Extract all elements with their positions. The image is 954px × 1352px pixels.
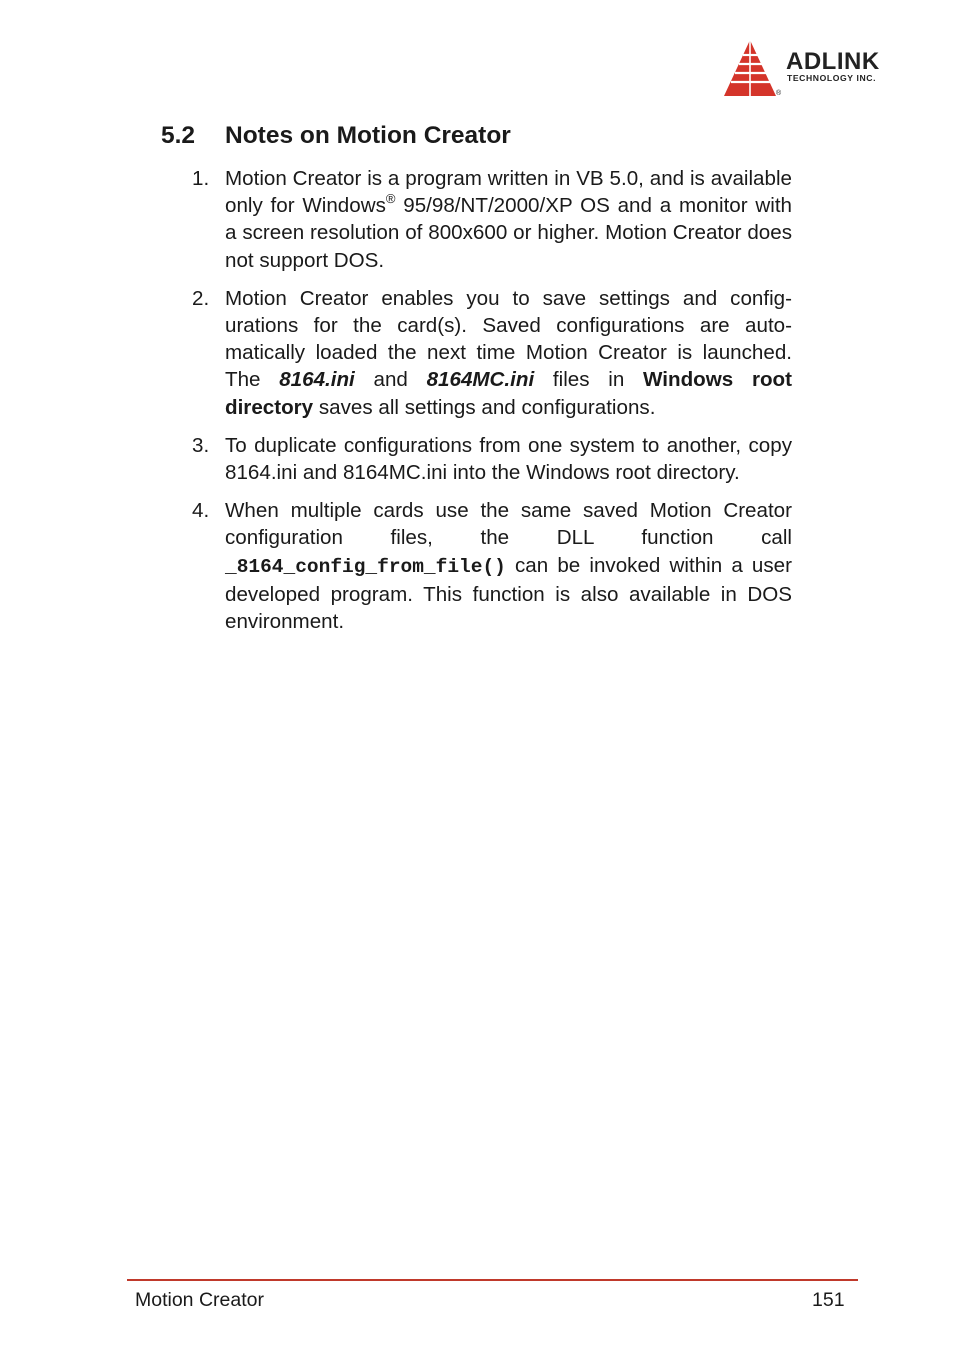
section-title: Notes on Motion Creator [225, 122, 511, 149]
item-text: saves all settings and configurations. [313, 395, 656, 419]
item-number: 3. [192, 433, 210, 457]
logo-tagline: TECHNOLOGY INC. [787, 73, 877, 83]
registered-mark: ® [385, 191, 396, 207]
filename-8164mc-ini: 8164MC.ini [426, 368, 535, 392]
adlink-logo [722, 38, 914, 100]
item-text: Motion Creator enables you to save settings and configurations for the card(s). Saved configurations are automatically loaded the next time Motion Creator is launched. The [225, 286, 792, 392]
list-item [192, 497, 792, 635]
list-item [192, 432, 792, 486]
adlink-triangle-icon [722, 38, 782, 100]
filename-8164-ini: 8164.ini [279, 368, 355, 392]
list-item [192, 285, 792, 421]
item-text: files in [534, 368, 644, 392]
item-number: 4. [192, 499, 210, 523]
section-number: 5.2 [161, 122, 196, 149]
function-name-code: _8164_config_from_file() [225, 555, 506, 578]
logo-registered-mark: ® [776, 90, 782, 97]
section-heading [161, 122, 511, 150]
item-number: 2. [192, 286, 210, 310]
windows-root-directory: Windows root directory [225, 368, 792, 419]
footer-chapter: Motion Creator [135, 1289, 264, 1311]
item-text: When multiple cards use the same saved Motion Creator configuration files, the DLL function call [225, 499, 792, 550]
item-number: 1. [192, 167, 210, 190]
item-text: Motion Creator is a program written in VB 5.0, and is available only for Windows [225, 167, 792, 218]
notes-list [192, 165, 792, 646]
logo-name: ADLINK [786, 48, 880, 75]
item-text: can be invoked within a user developed program. This function is also available in DOS environment. [225, 553, 792, 634]
footer-rule [127, 1279, 858, 1281]
page-number: 151 [812, 1289, 845, 1311]
item-text: To duplicate configurations from one system to another, copy 8164.ini and 8164MC.ini into the Windows root directory. [225, 433, 792, 485]
list-item [192, 165, 792, 274]
item-text: and [354, 368, 427, 392]
item-text: 95/98/NT/2000/XP OS and a monitor with a screen resolution of 800x600 or higher. Motion Creator does not support DOS. [225, 194, 792, 272]
